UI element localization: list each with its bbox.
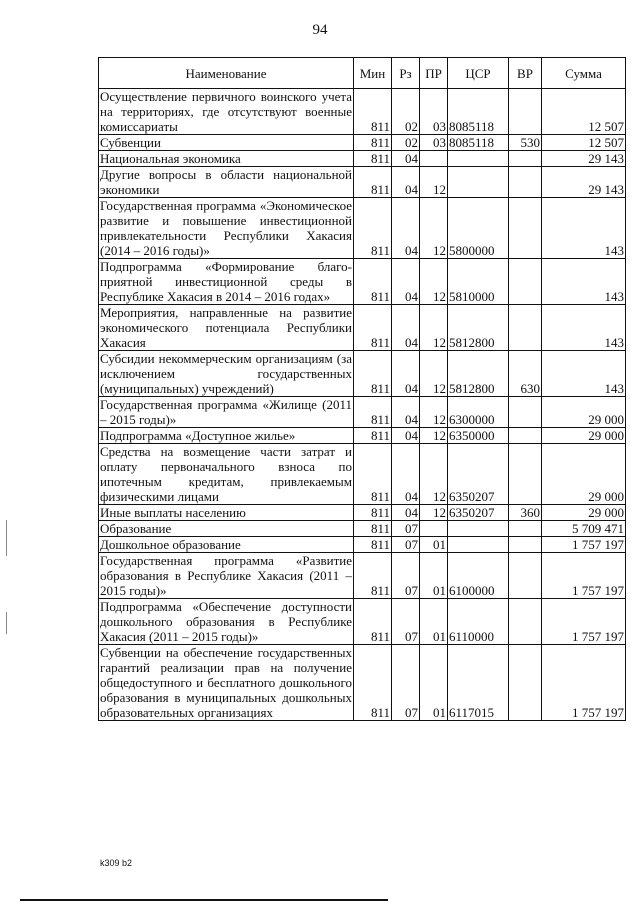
cell-pr: 12	[420, 505, 448, 521]
cell-pr: 01	[420, 645, 448, 721]
table-row	[99, 599, 626, 645]
footer-code: k309 b2	[100, 858, 133, 868]
table-row	[99, 305, 626, 351]
cell-csr	[448, 167, 509, 198]
cell-rz: 07	[392, 599, 420, 645]
cell-name: Средства на возмещение части затрат и оплату первоначального взноса по ипотечным кредитам, привлекаемым физическими лицами	[100, 444, 352, 504]
cell-pr	[420, 521, 448, 537]
cell-sum: 29 000	[542, 428, 626, 444]
cell-name: Государственная программа «Экономическое развитие и повышение инвестиционной привлекательности Республики Хакасия (2014 – 2016 годы)»	[100, 198, 352, 258]
cell-csr: 6110000	[448, 599, 509, 645]
cell-min: 811	[354, 521, 392, 537]
column-header-vr: ВР	[509, 58, 542, 89]
table-row	[99, 351, 626, 397]
cell-csr: 6300000	[448, 397, 509, 428]
cell-pr: 12	[420, 305, 448, 351]
cell-rz: 07	[392, 553, 420, 599]
cell-vr	[509, 305, 542, 351]
cell-rz: 02	[392, 89, 420, 135]
cell-vr	[509, 553, 542, 599]
column-header-name: Наименование	[99, 58, 354, 89]
cell-csr: 8085118	[448, 135, 509, 151]
cell-min: 811	[354, 599, 392, 645]
cell-csr	[448, 151, 509, 167]
cell-pr	[420, 151, 448, 167]
cell-sum: 1 757 197	[542, 553, 626, 599]
cell-vr	[509, 444, 542, 505]
cell-name: Подпрограмма «Обеспечение доступности дошкольного образования в Республике Хакасия (2011 – 2015 годы)»	[100, 599, 352, 644]
cell-min: 811	[354, 428, 392, 444]
cell-csr	[448, 521, 509, 537]
cell-vr	[509, 428, 542, 444]
cell-csr: 5812800	[448, 351, 509, 397]
cell-vr	[509, 259, 542, 305]
cell-rz: 07	[392, 537, 420, 553]
cell-pr: 12	[420, 428, 448, 444]
cell-csr: 6350207	[448, 444, 509, 505]
cell-pr: 01	[420, 553, 448, 599]
table-row	[99, 505, 626, 521]
cell-min: 811	[354, 351, 392, 397]
cell-sum: 12 507	[542, 89, 626, 135]
cell-name: Мероприятия, направленные на развитие экономического потенциала Республики Хакасия	[100, 305, 352, 350]
page-number: 94	[312, 22, 328, 38]
column-header-rz: Рз	[392, 58, 420, 89]
cell-pr: 12	[420, 259, 448, 305]
cell-sum: 1 757 197	[542, 537, 626, 553]
cell-vr	[509, 645, 542, 721]
cell-name: Национальная экономика	[99, 151, 354, 167]
cell-sum: 29 143	[542, 151, 626, 167]
cell-name: Субсидии некоммерческим организациям (за исключением государственных (муниципальных) учреждений)	[100, 351, 352, 396]
table-header-row	[99, 58, 626, 89]
cell-csr: 5810000	[448, 259, 509, 305]
cell-csr: 6100000	[448, 553, 509, 599]
cell-rz: 04	[392, 259, 420, 305]
cell-csr	[448, 537, 509, 553]
cell-csr: 5800000	[448, 198, 509, 259]
cell-rz: 04	[392, 444, 420, 505]
cell-min: 811	[354, 397, 392, 428]
cell-rz: 02	[392, 135, 420, 151]
cell-rz: 04	[392, 167, 420, 198]
cell-min: 811	[354, 505, 392, 521]
cell-min: 811	[354, 537, 392, 553]
table-row	[99, 428, 626, 444]
cell-rz: 04	[392, 305, 420, 351]
cell-sum: 143	[542, 198, 626, 259]
cell-sum: 1 757 197	[542, 645, 626, 721]
cell-vr	[509, 151, 542, 167]
cell-csr: 5812800	[448, 305, 509, 351]
cell-name: Подпрограмма «Доступное жилье»	[99, 428, 354, 444]
cell-csr: 8085118	[448, 89, 509, 135]
cell-name: Другие вопросы в области национальной экономики	[100, 167, 352, 197]
cell-vr	[509, 167, 542, 198]
cell-csr: 6350000	[448, 428, 509, 444]
cell-pr: 12	[420, 397, 448, 428]
cell-pr: 01	[420, 537, 448, 553]
cell-name: Подпрограмма «Формирование благоприятной инвестиционной среды в Республике Хакасия в 2014 – 2016 годах»	[100, 259, 352, 304]
cell-vr: 530	[509, 135, 542, 151]
bottom-rule	[20, 899, 388, 901]
scan-mark	[6, 612, 7, 634]
cell-pr: 01	[420, 599, 448, 645]
cell-name: Осуществление первичного воинского учета на территориях, где отсутствуют военные комиссариаты	[100, 89, 352, 134]
table-row	[99, 198, 626, 259]
table-row	[99, 397, 626, 428]
cell-sum: 143	[542, 259, 626, 305]
cell-rz: 04	[392, 151, 420, 167]
table-row	[99, 135, 626, 151]
column-header-min: Мин	[354, 58, 392, 89]
column-header-csr: ЦСР	[448, 58, 509, 89]
cell-vr	[509, 198, 542, 259]
cell-min: 811	[354, 135, 392, 151]
cell-sum: 143	[542, 351, 626, 397]
table-row	[99, 89, 626, 135]
cell-rz: 04	[392, 505, 420, 521]
cell-vr	[509, 89, 542, 135]
table-row	[99, 537, 626, 553]
cell-rz: 07	[392, 521, 420, 537]
cell-name: Субвенции на обеспечение государственных гарантий реализации прав на получение общедоступного и бесплатного дошкольного образования в муниципальных дошкольных образовательных организациях	[100, 645, 352, 720]
cell-name: Иные выплаты населению	[99, 505, 354, 521]
cell-csr: 6350207	[448, 505, 509, 521]
cell-min: 811	[354, 198, 392, 259]
cell-pr: 03	[420, 135, 448, 151]
cell-name: Государственная программа «Жилище (2011 – 2015 годы)»	[100, 397, 352, 427]
cell-pr: 12	[420, 198, 448, 259]
cell-csr: 6117015	[448, 645, 509, 721]
cell-min: 811	[354, 89, 392, 135]
cell-sum: 29 143	[542, 167, 626, 198]
cell-rz: 04	[392, 351, 420, 397]
cell-rz: 07	[392, 645, 420, 721]
cell-min: 811	[354, 167, 392, 198]
cell-min: 811	[354, 444, 392, 505]
budget-table	[98, 57, 626, 721]
cell-pr: 12	[420, 351, 448, 397]
table-row	[99, 151, 626, 167]
cell-pr: 12	[420, 167, 448, 198]
cell-sum: 29 000	[542, 505, 626, 521]
cell-sum: 12 507	[542, 135, 626, 151]
cell-rz: 04	[392, 198, 420, 259]
table-row	[99, 645, 626, 721]
cell-min: 811	[354, 553, 392, 599]
cell-name: Дошкольное образование	[99, 537, 354, 553]
table-row	[99, 521, 626, 537]
table-row	[99, 167, 626, 198]
table-row	[99, 553, 626, 599]
cell-vr	[509, 537, 542, 553]
cell-vr	[509, 599, 542, 645]
cell-vr: 630	[509, 351, 542, 397]
cell-pr: 03	[420, 89, 448, 135]
cell-pr: 12	[420, 444, 448, 505]
cell-rz: 04	[392, 428, 420, 444]
scan-mark	[6, 520, 7, 556]
table-row	[99, 444, 626, 505]
table-row	[99, 259, 626, 305]
cell-name: Образование	[99, 521, 354, 537]
cell-sum: 1 757 197	[542, 599, 626, 645]
cell-name: Государственная программа «Развитие образования в Республике Хакасия (2011 – 2015 годы)»	[100, 553, 352, 598]
column-header-pr: ПР	[420, 58, 448, 89]
cell-sum: 29 000	[542, 444, 626, 505]
cell-rz: 04	[392, 397, 420, 428]
cell-vr	[509, 521, 542, 537]
column-header-sum: Сумма	[542, 58, 626, 89]
cell-sum: 5 709 471	[542, 521, 626, 537]
cell-sum: 29 000	[542, 397, 626, 428]
cell-vr	[509, 397, 542, 428]
cell-min: 811	[354, 151, 392, 167]
cell-min: 811	[354, 645, 392, 721]
cell-min: 811	[354, 259, 392, 305]
cell-name: Субвенции	[99, 135, 354, 151]
cell-vr: 360	[509, 505, 542, 521]
cell-sum: 143	[542, 305, 626, 351]
cell-min: 811	[354, 305, 392, 351]
